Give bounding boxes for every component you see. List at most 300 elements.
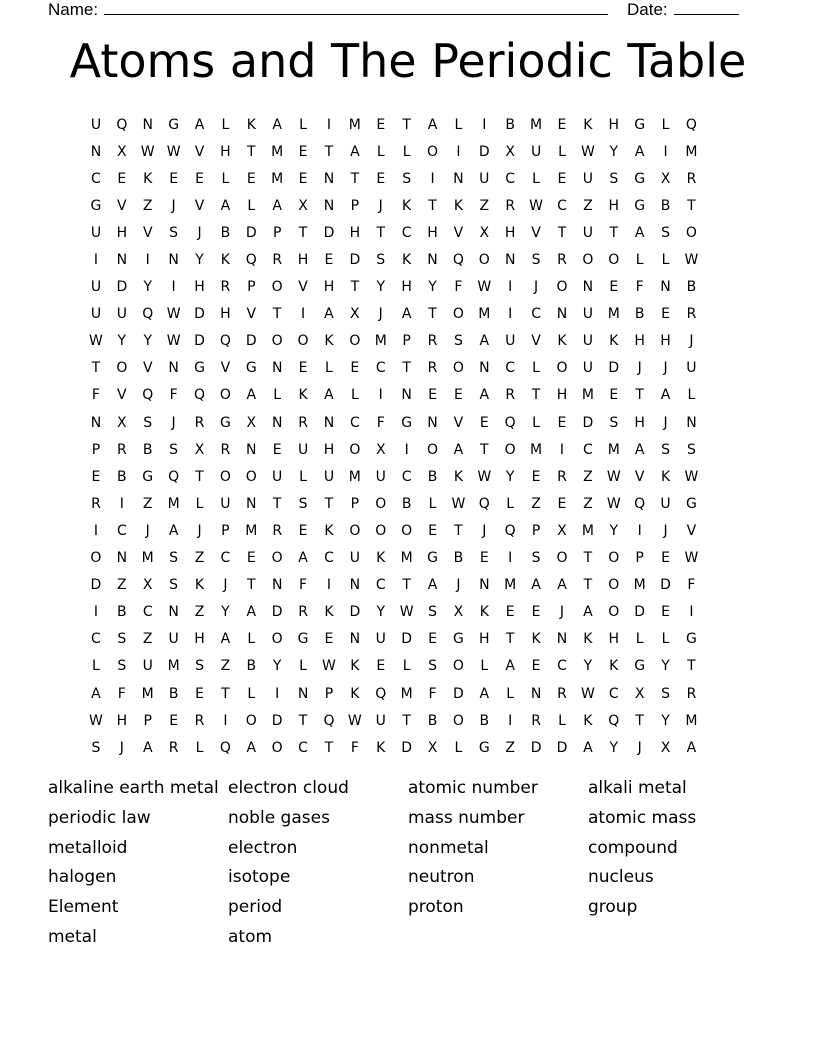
- grid-letter: G: [194, 360, 205, 377]
- grid-letter: O: [349, 441, 361, 458]
- grid-letter: F: [635, 279, 644, 296]
- grid-letter: Y: [272, 658, 282, 675]
- grid-letter: O: [271, 333, 283, 350]
- grid-letter: J: [171, 414, 176, 431]
- word-bank-item: isotope: [228, 867, 291, 888]
- grid-letter: V: [453, 224, 464, 241]
- grid-letter: U: [323, 468, 335, 485]
- grid-letter: A: [479, 333, 490, 350]
- grid-letter: H: [556, 387, 568, 404]
- grid-letter: V: [634, 468, 645, 485]
- grid-letter: L: [558, 712, 566, 729]
- grid-letter: E: [298, 143, 308, 160]
- word-bank-item: atomic number: [408, 778, 538, 798]
- grid-row: [83, 707, 704, 734]
- grid-letter: B: [117, 468, 127, 485]
- grid-letter: E: [531, 604, 541, 621]
- grid-letter: R: [194, 712, 205, 729]
- grid-letter: J: [378, 197, 383, 214]
- grid-letter: N: [297, 685, 309, 702]
- grid-letter: F: [687, 577, 696, 594]
- grid-row: [83, 545, 704, 572]
- grid-letter: V: [142, 224, 153, 241]
- grid-letter: J: [689, 333, 694, 350]
- grid-letter: H: [427, 224, 438, 241]
- grid-letter: O: [478, 252, 490, 269]
- grid-letter: L: [661, 116, 670, 133]
- grid-letter: B: [505, 116, 515, 133]
- grid-letter: Q: [142, 306, 154, 323]
- grid-letter: I: [326, 116, 332, 133]
- grid-letter: A: [324, 387, 334, 404]
- grid-letter: C: [116, 522, 127, 539]
- grid-letter: C: [349, 414, 360, 431]
- grid-letter: K: [583, 116, 593, 133]
- grid-letter: H: [608, 116, 620, 133]
- grid-letter: A: [583, 739, 593, 756]
- grid-letter: S: [143, 414, 153, 431]
- grid-letter: D: [194, 306, 205, 323]
- grid-letter: S: [661, 441, 670, 458]
- grid-letter: T: [376, 224, 386, 241]
- grid-letter: E: [117, 170, 127, 187]
- grid-letter: A: [194, 116, 205, 133]
- word-bank-item: alkaline earth metal: [48, 778, 219, 798]
- grid-row: [83, 599, 704, 626]
- grid-letter: H: [608, 631, 620, 648]
- grid-letter: X: [634, 685, 645, 702]
- word-bank-item: metalloid: [48, 837, 128, 858]
- grid-letter: Z: [117, 577, 127, 594]
- grid-letter: J: [637, 739, 642, 756]
- grid-letter: M: [141, 550, 154, 567]
- grid-letter: X: [375, 441, 386, 458]
- grid-letter: M: [685, 712, 698, 729]
- grid-letter: I: [119, 495, 124, 512]
- grid-letter: W: [322, 658, 336, 675]
- grid-letter: O: [608, 550, 620, 567]
- grid-letter: L: [299, 468, 307, 485]
- grid-letter: R: [298, 604, 308, 621]
- grid-letter: V: [117, 387, 127, 404]
- grid-letter: U: [168, 631, 179, 648]
- grid-letter: Y: [609, 739, 619, 756]
- grid-row: [83, 490, 704, 517]
- grid-letter: N: [168, 360, 179, 377]
- grid-letter: N: [660, 279, 671, 296]
- word-bank-item: metal: [48, 926, 97, 947]
- grid-letter: A: [220, 631, 231, 648]
- grid-letter: O: [608, 252, 620, 269]
- grid-letter: N: [271, 360, 283, 377]
- grid-letter: S: [453, 333, 463, 350]
- grid-letter: Q: [504, 414, 516, 431]
- grid-letter: C: [298, 739, 308, 756]
- grid-letter: N: [427, 414, 438, 431]
- grid-letter: I: [456, 143, 461, 160]
- grid-letter: B: [660, 197, 671, 214]
- grid-letter: V: [194, 197, 205, 214]
- grid-letter: E: [324, 631, 334, 648]
- grid-letter: T: [609, 224, 619, 241]
- grid-letter: H: [297, 252, 309, 269]
- grid-letter: Y: [428, 279, 437, 296]
- grid-letter: M: [400, 550, 413, 567]
- grid-letter: H: [634, 414, 645, 431]
- grid-letter: A: [168, 522, 179, 539]
- grid-letter: Z: [194, 550, 205, 567]
- grid-letter: N: [349, 577, 361, 594]
- grid-letter: H: [220, 306, 231, 323]
- grid-letter: O: [375, 495, 387, 512]
- grid-letter: J: [456, 577, 461, 594]
- grid-letter: I: [508, 712, 513, 729]
- grid-letter: Q: [685, 116, 697, 133]
- grid-letter: U: [90, 306, 102, 323]
- grid-letter: Y: [143, 279, 152, 296]
- grid-letter: K: [350, 658, 360, 675]
- grid-letter: O: [219, 387, 231, 404]
- grid-letter: J: [559, 604, 565, 621]
- grid-letter: X: [298, 197, 308, 214]
- grid-letter: Y: [609, 522, 619, 539]
- grid-letter: C: [608, 685, 619, 702]
- grid-letter: Y: [661, 658, 670, 675]
- grid-letter: M: [400, 685, 413, 702]
- grid-letter: U: [479, 170, 490, 187]
- grid-letter: F: [117, 685, 126, 702]
- grid-letter: S: [91, 739, 101, 756]
- grid-letter: M: [581, 387, 594, 404]
- grid-letter: N: [271, 414, 283, 431]
- grid-letter: P: [350, 197, 360, 214]
- grid-letter: Z: [194, 604, 205, 621]
- grid-letter: H: [323, 441, 335, 458]
- grid-letter: M: [530, 116, 543, 133]
- grid-letter: X: [557, 522, 567, 539]
- grid-letter: A: [634, 441, 645, 458]
- grid-letter: J: [171, 197, 176, 214]
- grid-letter: E: [479, 550, 489, 567]
- grid-letter: O: [685, 224, 697, 241]
- word-bank: [48, 778, 768, 957]
- grid-letter: I: [689, 604, 694, 621]
- grid-letter: S: [117, 631, 127, 648]
- grid-letter: A: [427, 116, 438, 133]
- grid-letter: A: [583, 604, 593, 621]
- grid-letter: D: [323, 224, 335, 241]
- grid-row: [83, 517, 704, 544]
- grid-letter: L: [506, 685, 515, 702]
- grid-letter: G: [634, 197, 646, 214]
- grid-letter: A: [634, 143, 645, 160]
- grid-letter: I: [145, 252, 150, 269]
- grid-letter: Q: [116, 116, 128, 133]
- grid-letter: Q: [219, 739, 231, 756]
- grid-row: [83, 246, 704, 273]
- grid-letter: Y: [143, 333, 152, 350]
- grid-letter: L: [558, 143, 566, 160]
- grid-letter: T: [247, 577, 256, 594]
- grid-letter: H: [194, 279, 205, 296]
- grid-row: [83, 328, 704, 355]
- grid-letter: O: [452, 658, 464, 675]
- grid-letter: P: [91, 441, 101, 458]
- grid-letter: I: [171, 279, 176, 296]
- grid-letter: E: [376, 658, 386, 675]
- grid-letter: F: [454, 279, 463, 296]
- grid-letter: R: [557, 468, 567, 485]
- grid-letter: E: [661, 550, 670, 567]
- grid-letter: E: [609, 279, 619, 296]
- grid-letter: M: [271, 143, 284, 160]
- grid-letter: I: [508, 550, 513, 567]
- grid-letter: B: [246, 658, 257, 675]
- grid-letter: T: [531, 387, 541, 404]
- grid-row: [83, 734, 704, 761]
- grid-letter: R: [194, 414, 205, 431]
- grid-letter: T: [428, 306, 437, 323]
- grid-letter: Q: [323, 712, 335, 729]
- grid-letter: L: [299, 658, 307, 675]
- grid-letter: F: [169, 387, 178, 404]
- grid-letter: E: [428, 631, 437, 648]
- grid-letter: U: [505, 333, 516, 350]
- grid-letter: D: [401, 631, 413, 648]
- grid-row: [83, 572, 704, 599]
- grid-letter: W: [580, 685, 595, 702]
- grid-letter: I: [559, 441, 565, 458]
- grid-letter: A: [272, 197, 282, 214]
- grid-letter: T: [402, 577, 411, 594]
- word-bank-item: proton: [408, 897, 464, 918]
- grid-letter: Y: [195, 252, 204, 269]
- grid-letter: S: [376, 252, 386, 269]
- grid-letter: H: [323, 279, 335, 296]
- grid-letter: C: [505, 360, 516, 377]
- grid-letter: T: [324, 143, 334, 160]
- grid-letter: M: [504, 577, 517, 594]
- word-bank-item: period: [228, 897, 283, 918]
- grid-letter: D: [556, 739, 568, 756]
- grid-letter: L: [221, 116, 230, 133]
- grid-letter: P: [402, 333, 411, 350]
- grid-letter: O: [90, 550, 102, 567]
- grid-letter: E: [169, 712, 179, 729]
- grid-letter: G: [686, 631, 697, 648]
- grid-letter: J: [145, 522, 150, 539]
- grid-letter: E: [246, 550, 256, 567]
- grid-letter: T: [350, 170, 360, 187]
- grid-letter: Z: [505, 739, 515, 756]
- grid-letter: T: [454, 522, 463, 539]
- grid-row: [83, 355, 704, 382]
- grid-letter: E: [298, 170, 308, 187]
- grid-letter: V: [142, 360, 153, 377]
- word-bank-item: periodic law: [48, 807, 151, 828]
- grid-letter: Z: [479, 197, 490, 214]
- grid-letter: K: [402, 252, 412, 269]
- word-bank-item: mass number: [408, 807, 525, 828]
- grid-letter: D: [660, 577, 671, 594]
- grid-letter: H: [401, 279, 412, 296]
- grid-letter: J: [637, 360, 642, 377]
- grid-letter: C: [531, 306, 541, 323]
- grid-letter: T: [272, 306, 282, 323]
- grid-letter: A: [246, 604, 257, 621]
- grid-letter: T: [324, 739, 334, 756]
- grid-row: [83, 274, 704, 301]
- grid-letter: S: [169, 441, 179, 458]
- grid-letter: L: [299, 116, 307, 133]
- grid-letter: M: [348, 468, 361, 485]
- grid-letter: N: [453, 170, 464, 187]
- grid-row: [83, 680, 704, 707]
- grid-letter: L: [532, 360, 540, 377]
- grid-letter: L: [454, 116, 463, 133]
- grid-letter: A: [505, 658, 515, 675]
- grid-letter: Q: [375, 685, 387, 702]
- grid-letter: O: [219, 468, 231, 485]
- grid-letter: O: [245, 712, 257, 729]
- grid-letter: Z: [220, 658, 231, 675]
- grid-letter: L: [402, 658, 411, 675]
- grid-letter: O: [556, 360, 568, 377]
- grid-letter: B: [427, 468, 438, 485]
- grid-letter: G: [401, 414, 413, 431]
- grid-letter: S: [298, 495, 308, 512]
- grid-letter: J: [197, 522, 202, 539]
- grid-letter: Y: [583, 658, 593, 675]
- grid-letter: F: [376, 414, 385, 431]
- grid-letter: S: [661, 685, 670, 702]
- grid-letter: T: [91, 360, 101, 377]
- grid-letter: S: [609, 170, 619, 187]
- grid-letter: L: [428, 495, 437, 512]
- grid-letter: A: [350, 143, 360, 160]
- grid-letter: C: [324, 550, 334, 567]
- grid-row: [83, 626, 704, 653]
- grid-letter: Y: [376, 604, 386, 621]
- grid-letter: K: [143, 170, 153, 187]
- grid-letter: N: [349, 631, 361, 648]
- grid-letter: K: [583, 631, 593, 648]
- grid-letter: K: [324, 604, 334, 621]
- grid-letter: L: [376, 143, 385, 160]
- grid-letter: C: [505, 170, 516, 187]
- grid-letter: E: [195, 170, 204, 187]
- grid-letter: B: [117, 604, 127, 621]
- grid-letter: U: [582, 170, 593, 187]
- grid-letter: H: [194, 631, 205, 648]
- grid-letter: D: [271, 712, 283, 729]
- grid-letter: S: [117, 658, 127, 675]
- grid-letter: T: [298, 224, 308, 241]
- grid-letter: L: [325, 360, 333, 377]
- grid-letter: A: [453, 441, 464, 458]
- grid-letter: K: [609, 333, 619, 350]
- grid-letter: Z: [142, 495, 153, 512]
- grid-letter: D: [194, 333, 205, 350]
- grid-letter: R: [557, 252, 567, 269]
- grid-letter: E: [557, 414, 567, 431]
- grid-letter: E: [376, 170, 386, 187]
- grid-letter: I: [93, 252, 99, 269]
- grid-letter: W: [166, 143, 181, 160]
- grid-letter: U: [272, 468, 283, 485]
- grid-letter: N: [246, 441, 257, 458]
- word-bank-item: Element: [48, 897, 119, 918]
- grid-letter: O: [271, 631, 283, 648]
- grid-letter: E: [272, 441, 282, 458]
- grid-letter: B: [401, 495, 412, 512]
- grid-letter: R: [557, 685, 567, 702]
- grid-letter: W: [477, 468, 492, 485]
- grid-letter: T: [402, 712, 411, 729]
- grid-letter: Q: [168, 468, 180, 485]
- grid-letter: U: [582, 224, 593, 241]
- grid-letter: L: [661, 631, 670, 648]
- grid-letter: W: [140, 143, 155, 160]
- grid-letter: E: [246, 170, 256, 187]
- grid-letter: R: [272, 252, 283, 269]
- grid-letter: M: [581, 522, 594, 539]
- grid-letter: E: [428, 387, 437, 404]
- grid-letter: Z: [583, 495, 593, 512]
- grid-letter: I: [663, 143, 668, 160]
- grid-letter: P: [635, 550, 644, 567]
- grid-letter: I: [508, 306, 513, 323]
- grid-letter: N: [90, 143, 102, 160]
- grid-letter: A: [557, 577, 567, 594]
- grid-letter: I: [404, 441, 409, 458]
- word-bank-item: nucleus: [588, 867, 654, 888]
- grid-letter: A: [246, 739, 257, 756]
- grid-letter: R: [427, 333, 438, 350]
- grid-letter: L: [635, 252, 644, 269]
- grid-letter: Y: [609, 143, 619, 160]
- grid-letter: O: [582, 252, 594, 269]
- grid-row: [83, 382, 704, 409]
- grid-letter: K: [220, 252, 230, 269]
- grid-letter: D: [453, 685, 464, 702]
- grid-letter: B: [220, 224, 231, 241]
- grid-letter: I: [275, 685, 280, 702]
- grid-letter: O: [271, 550, 283, 567]
- grid-letter: A: [142, 739, 153, 756]
- grid-letter: A: [220, 197, 231, 214]
- grid-letter: O: [556, 279, 568, 296]
- grid-letter: O: [427, 143, 439, 160]
- grid-letter: H: [634, 333, 645, 350]
- grid-letter: W: [451, 495, 466, 512]
- grid-letter: J: [119, 739, 124, 756]
- grid-letter: D: [530, 739, 542, 756]
- grid-letter: M: [530, 441, 543, 458]
- grid-letter: A: [401, 306, 412, 323]
- grid-letter: V: [453, 414, 464, 431]
- grid-letter: U: [349, 550, 360, 567]
- grid-letter: W: [89, 333, 103, 350]
- grid-letter: A: [427, 577, 438, 594]
- grid-letter: X: [117, 143, 127, 160]
- grid-letter: J: [197, 224, 202, 241]
- grid-letter: C: [91, 170, 101, 187]
- grid-letter: G: [634, 170, 646, 187]
- grid-letter: J: [663, 414, 668, 431]
- grid-letter: N: [479, 577, 490, 594]
- grid-letter: B: [427, 712, 438, 729]
